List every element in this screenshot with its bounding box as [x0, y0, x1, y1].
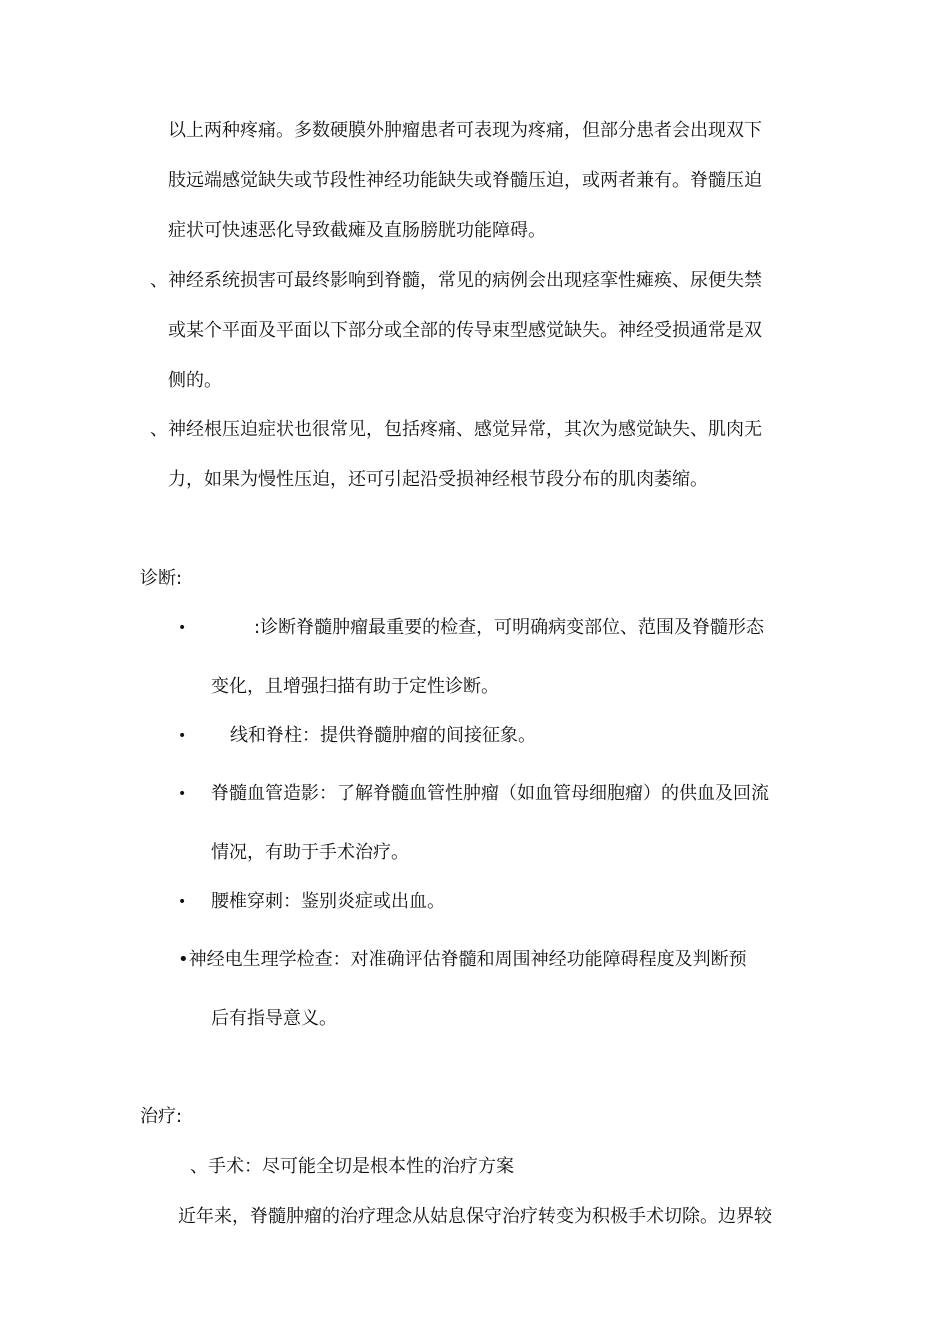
list-bullet: • — [178, 620, 187, 636]
treatment-heading: 治疗: — [140, 1106, 183, 1127]
diagnosis-item-1-line-1: :诊断脊髓肿瘤最重要的检查，可明确病变部位、范围及脊髓形态 — [254, 617, 765, 638]
list-bullet: • — [178, 894, 187, 910]
symptom-paragraph-2-line-2: 或某个平面及平面以下部分或全部的传导束型感觉缺失。神经受损通常是双 — [168, 320, 762, 341]
diagnosis-item-2-line-1: 线和脊柱：提供脊髓肿瘤的间接征象。 — [230, 725, 536, 746]
diagnosis-item-5-line-1: •神经电生理学检查：对准确评估脊髓和周围神经功能障碍程度及判断预 — [178, 949, 747, 970]
symptom-paragraph-2-line-3: 侧的。 — [168, 370, 222, 391]
list-bullet: • — [178, 728, 187, 744]
symptom-paragraph-1-line-2: 肢远端感觉缺失或节段性神经功能缺失或脊髓压迫，或两者兼有。脊髓压迫 — [168, 170, 762, 191]
symptom-paragraph-1-line-1: 以上两种疼痛。多数硬膜外肿瘤患者可表现为疼痛，但部分患者会出现双下 — [168, 120, 762, 141]
symptom-paragraph-3-line-2: 力，如果为慢性压迫，还可引起沿受损神经根节段分布的肌肉萎缩。 — [168, 469, 708, 490]
diagnosis-item-5-line-2: 后有指导意义。 — [211, 1008, 337, 1029]
list-bullet: • — [178, 786, 187, 802]
diagnosis-item-3-line-2: 情况，有助于手术治疗。 — [211, 842, 409, 863]
diagnosis-item-3-line-1: 脊髓血管造影：了解脊髓血管性肿瘤（如血管母细胞瘤）的供血及回流 — [211, 783, 769, 804]
symptom-paragraph-1-line-3: 症状可快速恶化导致截瘫及直肠膀胱功能障碍。 — [168, 220, 546, 241]
treatment-subheading: 、手术：尽可能全切是根本性的治疗方案 — [190, 1156, 514, 1177]
treatment-paragraph-line-1: 近年来，脊髓肿瘤的治疗理念从姑息保守治疗转变为积极手术切除。边界较 — [178, 1206, 772, 1227]
diagnosis-item-4-line-1: 腰椎穿刺：鉴别炎症或出血。 — [211, 891, 445, 912]
diagnosis-heading: 诊断: — [140, 568, 183, 589]
symptom-paragraph-2-line-1: 、神经系统损害可最终影响到脊髓，常见的病例会出现痉挛性瘫痪、尿便失禁 — [150, 270, 762, 291]
diagnosis-item-1-line-2: 变化，且增强扫描有助于定性诊断。 — [211, 676, 499, 697]
symptom-paragraph-3-line-1: 、神经根压迫症状也很常见，包括疼痛、感觉异常，其次为感觉缺失、肌肉无 — [150, 419, 762, 440]
